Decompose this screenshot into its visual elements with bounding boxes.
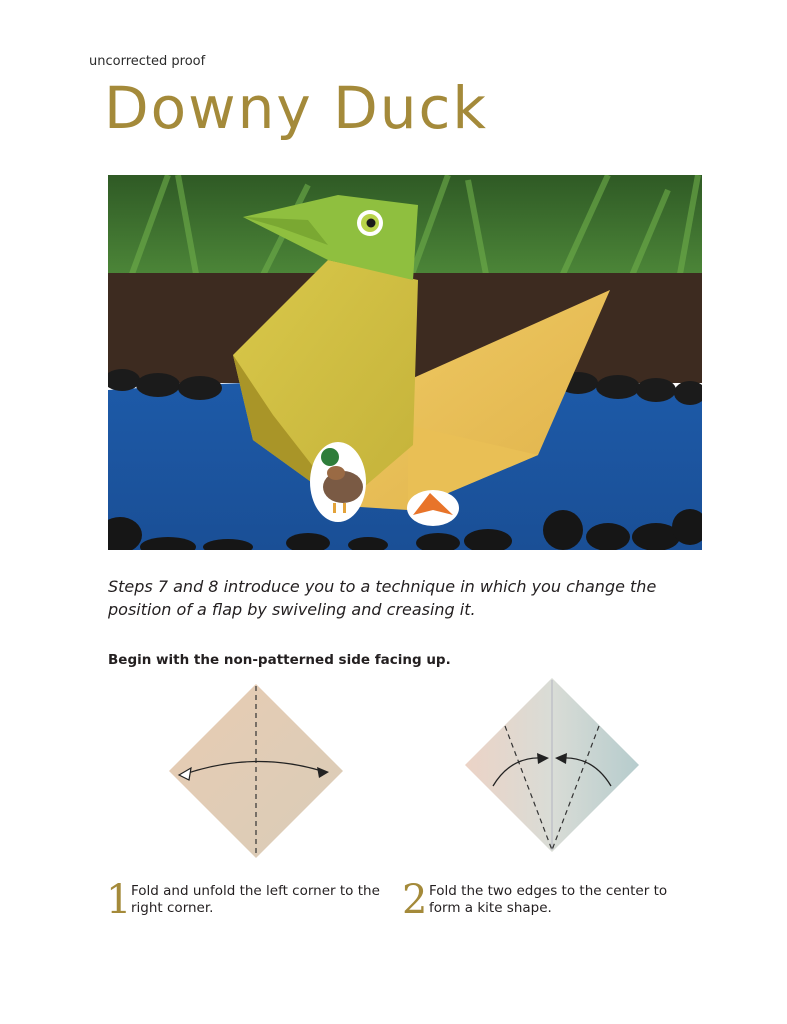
mallard-sticker	[310, 442, 366, 522]
step-2-diagram	[463, 676, 641, 854]
step-2-number: 2	[402, 877, 428, 923]
page-title: Downy Duck	[104, 74, 489, 142]
foot-sticker	[407, 490, 459, 526]
origami-duck-photo	[108, 175, 702, 550]
duck-eye-pupil	[367, 219, 376, 228]
step-1-number: 1	[106, 877, 132, 923]
proof-label: uncorrected proof	[89, 54, 206, 69]
begin-instruction: Begin with the non-patterned side facing up.	[108, 652, 451, 668]
step-2-text: Fold the two edges to the center to form a kite shape.	[429, 883, 668, 916]
step-1-diagram	[167, 682, 345, 860]
intro-text: Steps 7 and 8 introduce you to a technique in which you change the position of a flap by swiveling and creasing it.	[108, 577, 657, 619]
step-1-text: Fold and unfold the left corner to the right corner.	[131, 883, 380, 916]
